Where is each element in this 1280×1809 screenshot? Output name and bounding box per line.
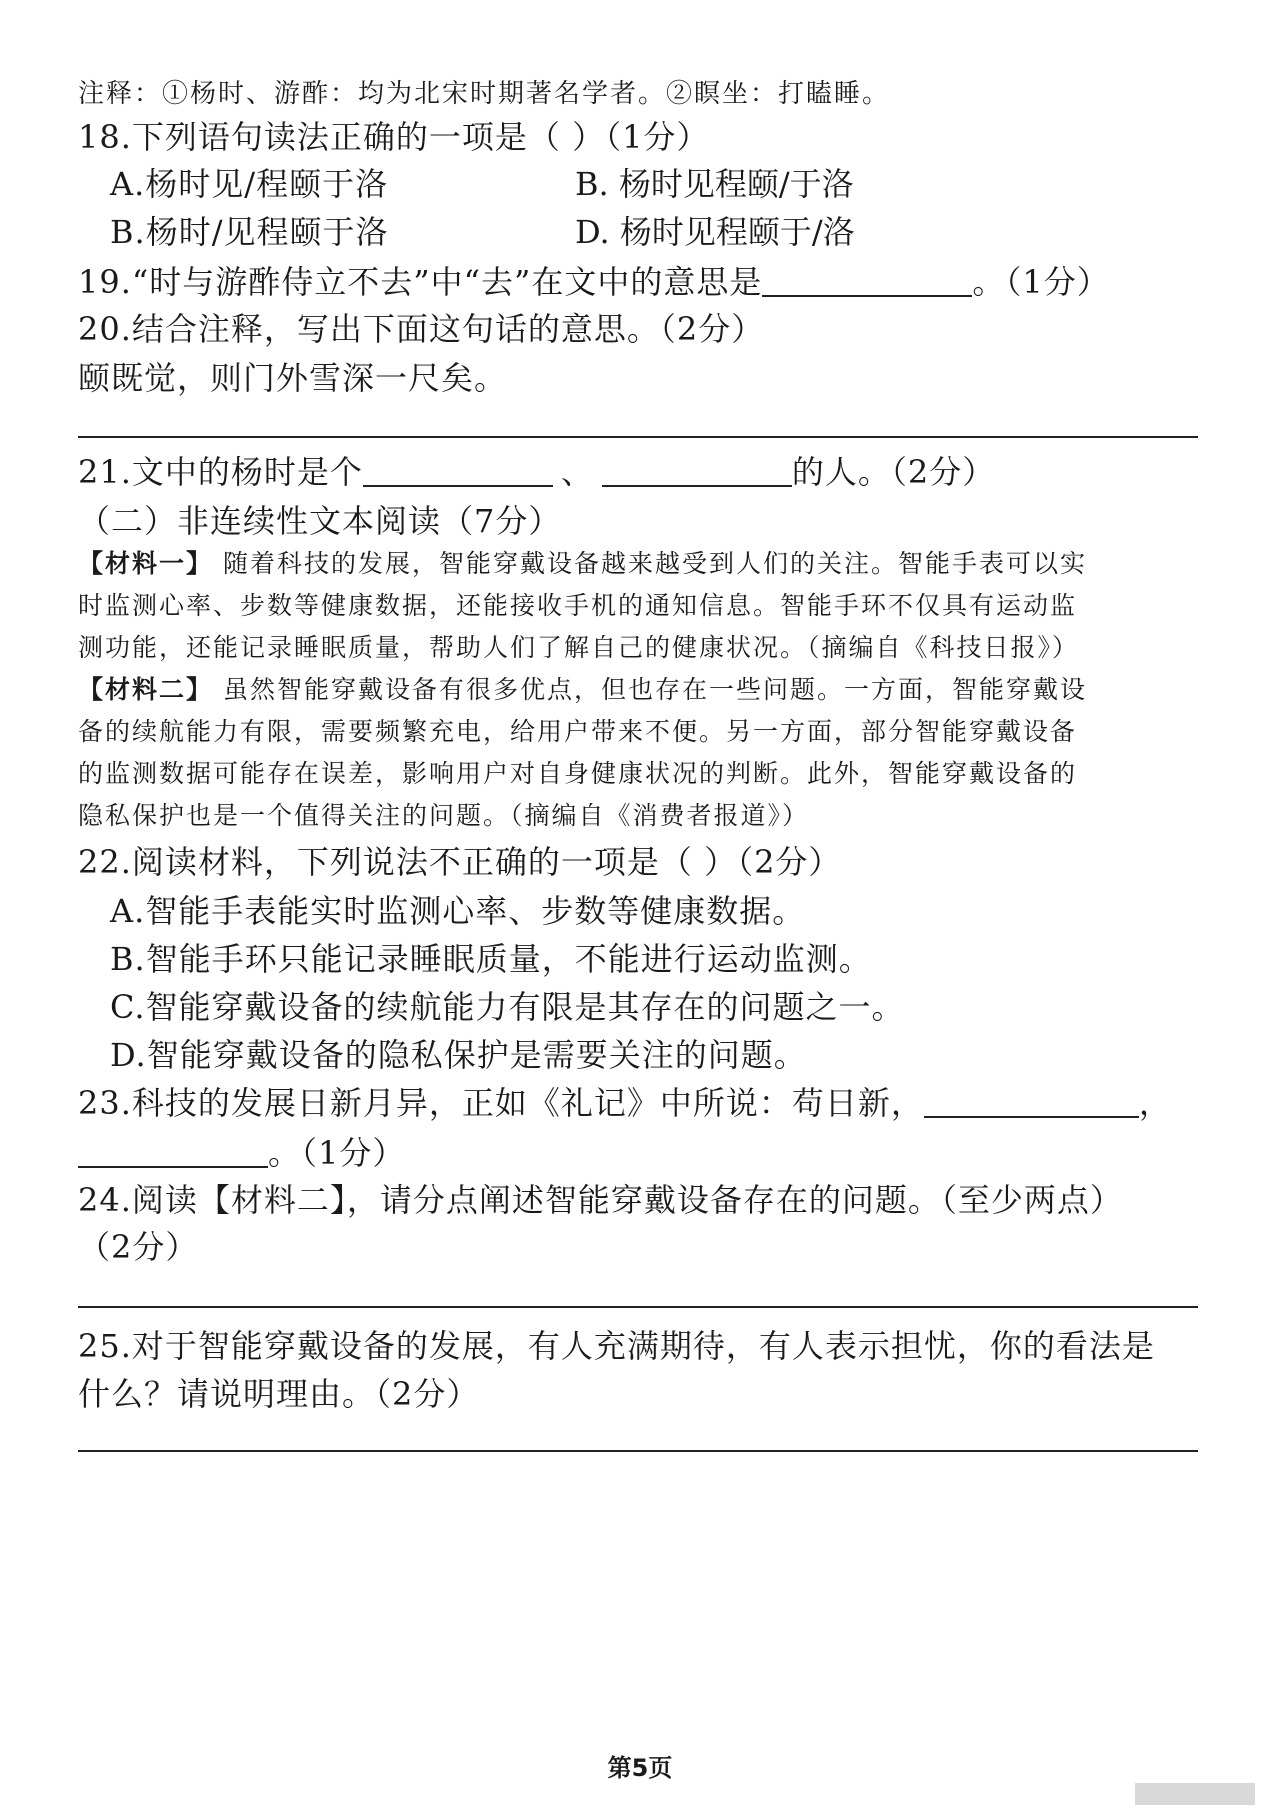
- question-20-sentence: 颐既觉，则门外雪深一尺矣。: [78, 359, 508, 397]
- material-2-line-2: 备的续航能力有限，需要频繁充电，给用户带来不便。另一方面，部分智能穿戴设备: [78, 717, 1078, 746]
- question-25-line-2: 什么？请说明理由。（2分）: [78, 1375, 480, 1413]
- question-23-stem: 23.科技的发展日新月异，正如《礼记》中所说：苟日新，: [78, 1084, 924, 1122]
- material-1-line-3: 测功能，还能记录睡眠质量，帮助人们了解自己的健康状况。（摘编自《科技日报》）: [78, 633, 1080, 662]
- question-21-tail: 的人。（2分）: [791, 453, 996, 491]
- watermark-bar: [1135, 1783, 1255, 1805]
- material-2-line-4: 隐私保护也是一个值得关注的问题。（摘编自《消费者报道》）: [78, 801, 810, 830]
- question-23-comma: ，: [1138, 1084, 1172, 1122]
- question-21-stem: 21.文中的杨时是个: [78, 453, 363, 491]
- question-18-option-3: B.杨时/见程颐于洛: [110, 213, 389, 251]
- answer-blank-19[interactable]: [762, 265, 972, 297]
- answer-line-24[interactable]: [78, 1306, 1198, 1308]
- question-19-tail: 。（1分）: [972, 263, 1110, 301]
- question-18-stem: 18.下列语句读法正确的一项是（ ）（1分）: [78, 118, 710, 156]
- question-21-sep: 、: [560, 453, 594, 491]
- material-2-tag: 【材料二】: [78, 675, 214, 704]
- question-23: [78, 1083, 1172, 1123]
- question-22-option-b: B.智能手环只能记录睡眠质量，不能进行运动监测。: [110, 940, 872, 978]
- question-18-option-1: A.杨时见/程颐于洛: [110, 165, 389, 203]
- question-23-tail: 。（1分）: [268, 1134, 406, 1172]
- question-22-option-c: C.智能穿戴设备的续航能力有限是其存在的问题之一。: [110, 988, 905, 1026]
- question-18-option-2: B. 杨时见程颐/于洛: [575, 165, 854, 203]
- question-24-stem: 24.阅读【材料二】，请分点阐述智能穿戴设备存在的问题。（至少两点）: [78, 1181, 1123, 1219]
- question-25-line-1: 25.对于智能穿戴设备的发展，有人充满期待，有人表示担忧，你的看法是: [78, 1327, 1155, 1365]
- answer-line-20[interactable]: [78, 436, 1198, 438]
- answer-line-25[interactable]: [78, 1450, 1198, 1452]
- material-2-line-3: 的监测数据可能存在误差，影响用户对自身健康状况的判断。此外，智能穿戴设备的: [78, 759, 1078, 788]
- question-20-stem: 20.结合注释，写出下面这句话的意思。（2分）: [78, 310, 765, 348]
- question-22-stem: 22.阅读材料，下列说法不正确的一项是（ ）（2分）: [78, 843, 842, 881]
- page-number: 第5页: [607, 1754, 673, 1782]
- section-heading-2: （二）非连续性文本阅读（7分）: [78, 502, 562, 540]
- material-1-line-2: 时监测心率、步数等健康数据，还能接收手机的通知信息。智能手环不仅具有运动监: [78, 591, 1078, 620]
- question-19-stem: 19.“时与游酢侍立不去”中“去”在文中的意思是: [78, 263, 763, 301]
- question-22-option-a: A.智能手表能实时监测心率、步数等健康数据。: [110, 892, 806, 930]
- answer-blank-23a[interactable]: [924, 1086, 1139, 1118]
- answer-blank-21a[interactable]: [363, 455, 553, 487]
- question-21: [78, 452, 995, 492]
- answer-blank-23b[interactable]: [78, 1136, 268, 1168]
- material-1-tag: 【材料一】: [78, 549, 214, 578]
- question-24-score: （2分）: [78, 1228, 199, 1266]
- question-18-option-4: D. 杨时见程颐于/洛: [575, 213, 855, 251]
- annotation-note: 注释：①杨时、游酢：均为北宋时期著名学者。②瞑坐：打瞌睡。: [78, 79, 891, 109]
- question-22-option-d: D.智能穿戴设备的隐私保护是需要关注的问题。: [110, 1036, 807, 1074]
- question-23-line-2: [78, 1133, 405, 1173]
- material-2-line-1: 【材料二】 虽然智能穿戴设备有很多优点，但也存在一些问题。一方面，智能穿戴设: [78, 675, 1087, 704]
- answer-blank-21b[interactable]: [602, 455, 792, 487]
- question-19: [78, 262, 1110, 302]
- material-1-line-1: 【材料一】 随着科技的发展，智能穿戴设备越来越受到人们的关注。智能手表可以实: [78, 549, 1087, 578]
